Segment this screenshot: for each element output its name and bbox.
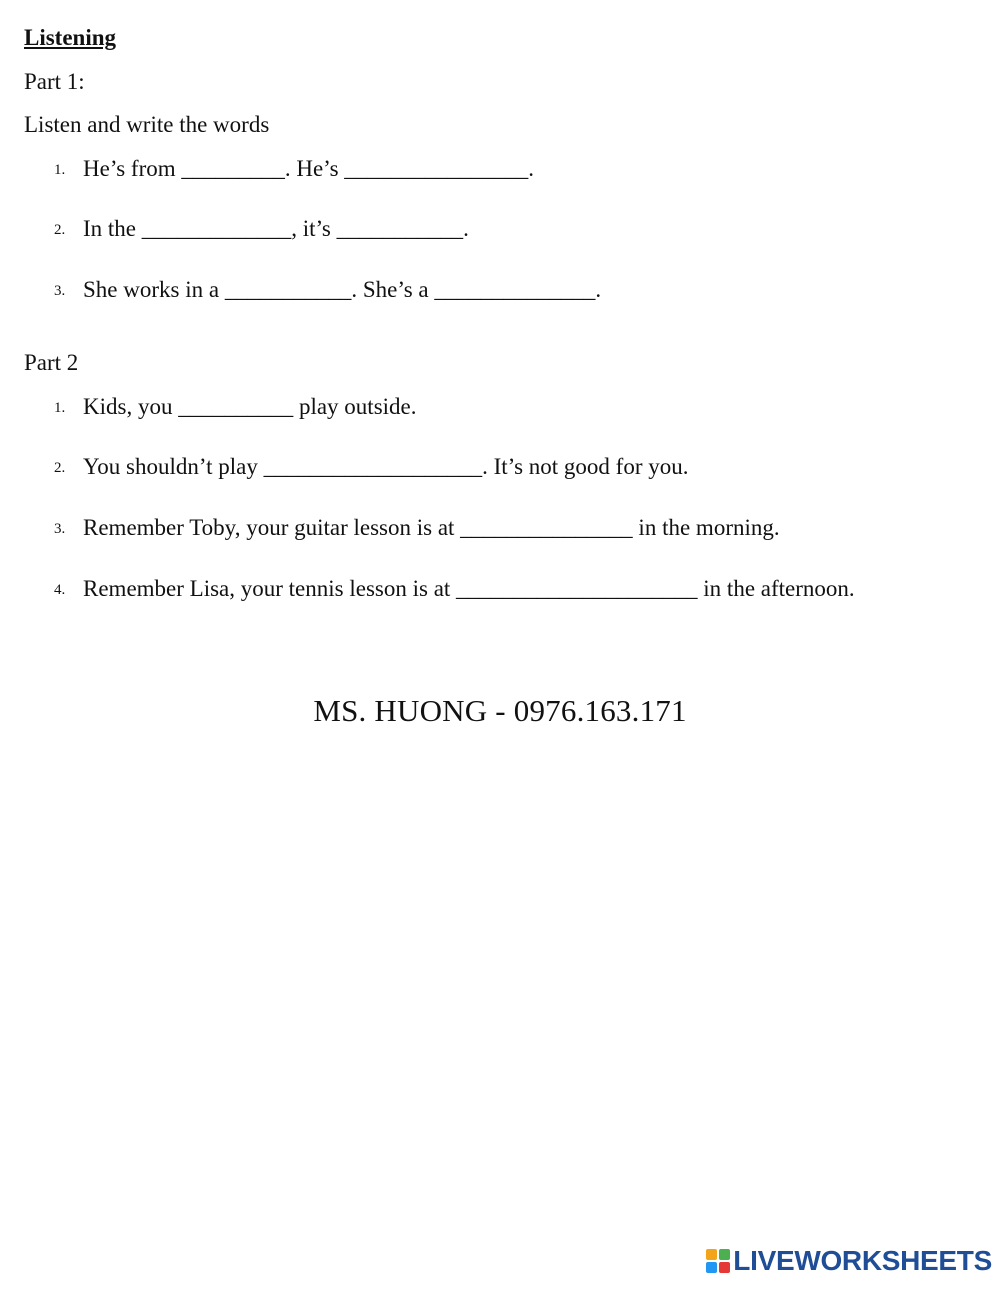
item-text: In the _____________, it’s ___________. (83, 216, 469, 241)
part1-heading: Part 1: (24, 69, 85, 94)
item-number: 2. (54, 222, 66, 238)
teacher-contact: MS. HUONG - 0976.163.171 (313, 693, 687, 728)
logo-tile (706, 1262, 717, 1273)
part1-item-2 (0, 215, 1000, 243)
item-number: 4. (54, 582, 66, 598)
logo-tile (719, 1249, 730, 1260)
part1-item-3 (0, 276, 1000, 304)
part2-item-2 (0, 453, 1000, 481)
item-text: She works in a ___________. She’s a ______________. (83, 277, 602, 302)
item-number: 1. (54, 400, 66, 416)
logo-tile (719, 1262, 730, 1273)
item-text: You shouldn’t play ___________________. It’s not good for you. (83, 454, 689, 479)
part1-instruction: Listen and write the words (24, 112, 270, 137)
item-number: 3. (54, 283, 66, 299)
worksheet-title: Listening (24, 25, 117, 50)
part2-item-1 (0, 393, 1000, 421)
item-text: Remember Lisa, your tennis lesson is at _____________________ in the afternoon. (83, 576, 855, 601)
item-text: He’s from _________. He’s ________________. (83, 156, 535, 181)
item-number: 1. (54, 162, 66, 178)
logo-tile (706, 1249, 717, 1260)
logo-text: LIVEWORKSHEETS (733, 1245, 992, 1276)
part2-heading: Part 2 (24, 350, 79, 375)
item-number: 3. (54, 521, 66, 537)
liveworksheets-logo[interactable] (706, 1245, 992, 1277)
part2-item-4 (0, 575, 1000, 603)
part1-item-1 (0, 155, 1000, 183)
item-text: Kids, you __________ play outside. (83, 394, 417, 419)
item-text: Remember Toby, your guitar lesson is at _______________ in the morning. (83, 515, 780, 540)
item-number: 2. (54, 460, 66, 476)
part2-item-3 (0, 514, 1000, 542)
logo-tiles-icon (706, 1249, 730, 1273)
